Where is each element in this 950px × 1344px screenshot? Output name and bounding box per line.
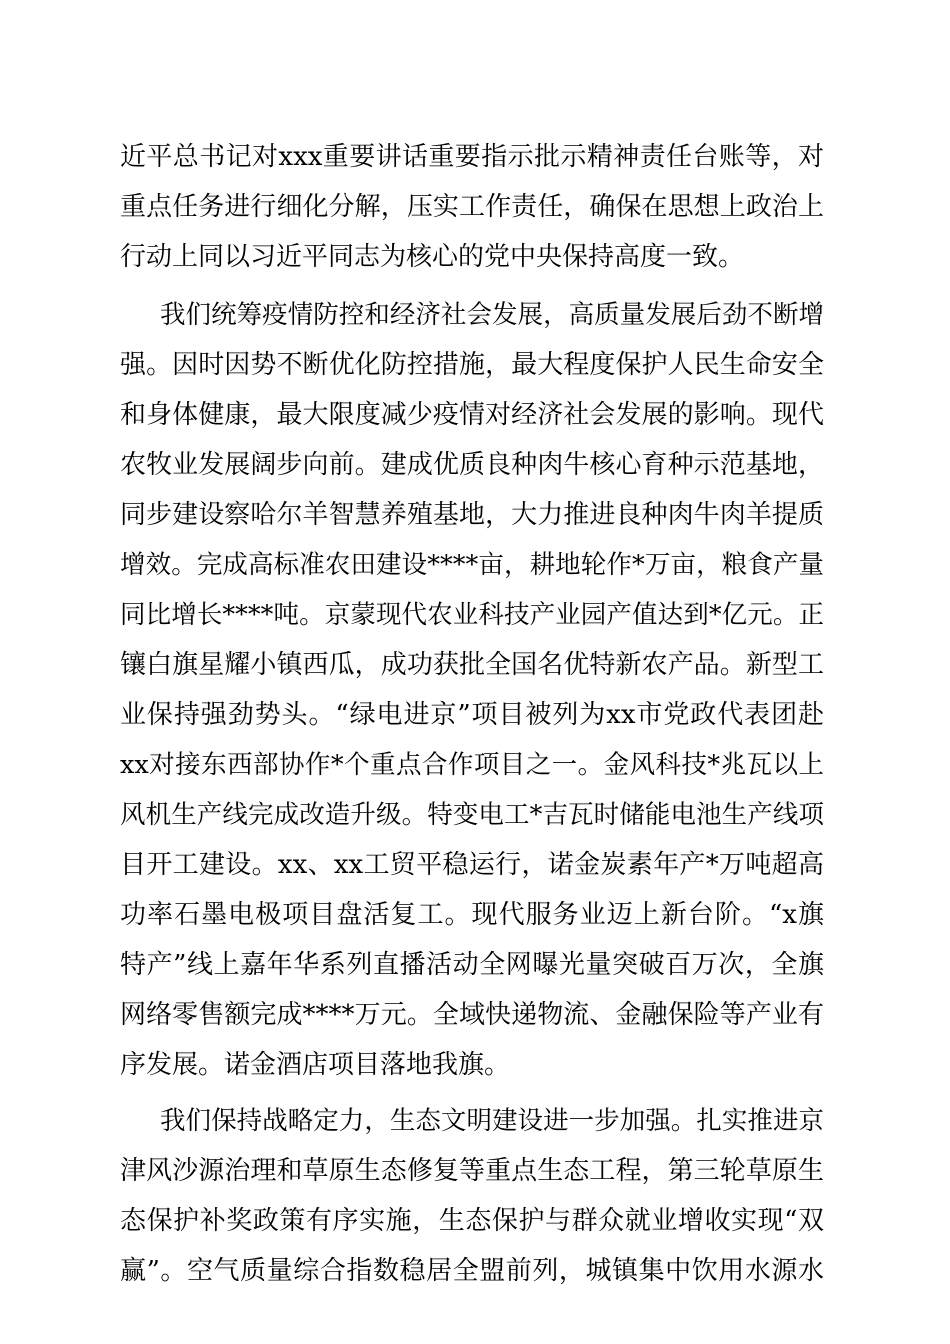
text-line: 行动上同以习近平同志为核心的党中央保持高度一致。 (120, 242, 745, 272)
text-line: 风机生产线完成改造升级。特变电工*吉瓦时储能电池生产线项 (120, 800, 824, 830)
text-line: 津风沙源治理和草原生态修复等重点生态工程，第三轮草原生 (120, 1156, 824, 1186)
text-line: 目开工建设。xx、xx工贸平稳运行，诺金炭素年产*万吨超高 (120, 850, 824, 880)
text-line: xx对接东西部协作*个重点合作项目之一。金风科技*兆瓦以上 (120, 750, 824, 780)
text-line: 功率石墨电极项目盘活复工。现代服务业迈上新台阶。“x旗 (120, 900, 824, 930)
text-line: 态保护补奖政策有序实施，生态保护与群众就业增收实现“双 (120, 1206, 824, 1236)
text-line: 我们统筹疫情防控和经济社会发展，高质量发展后劲不断增 (160, 300, 824, 330)
text-line: 重点任务进行细化分解，压实工作责任，确保在思想上政治上 (120, 192, 824, 222)
text-line: 业保持强劲势头。“绿电进京”项目被列为xx市党政代表团赴 (120, 700, 824, 730)
text-line: 增效。完成高标准农田建设****亩，耕地轮作*万亩，粮食产量 (120, 550, 824, 580)
text-line: 镶白旗星耀小镇西瓜，成功获批全国名优特新农产品。新型工 (120, 650, 824, 680)
text-line: 和身体健康，最大限度减少疫情对经济社会发展的影响。现代 (120, 400, 824, 430)
text-line: 我们保持战略定力，生态文明建设进一步加强。扎实推进京 (160, 1106, 824, 1136)
text-line: 特产”线上嘉年华系列直播活动全网曝光量突破百万次，全旗 (120, 950, 824, 980)
text-line: 网络零售额完成****万元。全域快递物流、金融保险等产业有 (120, 1000, 824, 1030)
text-line: 农牧业发展阔步向前。建成优质良种肉牛核心育种示范基地， (120, 450, 824, 480)
text-line: 赢”。空气质量综合指数稳居全盟前列，城镇集中饮用水源水 (120, 1256, 824, 1286)
text-line: 序发展。诺金酒店项目落地我旗。 (120, 1050, 511, 1080)
text-line: 强。因时因势不断优化防控措施，最大程度保护人民生命安全 (120, 350, 824, 380)
text-line: 近平总书记对xxx重要讲话重要指示批示精神责任台账等，对 (120, 142, 824, 172)
text-line: 同步建设察哈尔羊智慧养殖基地，大力推进良种肉牛肉羊提质 (120, 500, 824, 530)
text-line: 同比增长****吨。京蒙现代农业科技产业园产值达到*亿元。正 (120, 600, 824, 630)
